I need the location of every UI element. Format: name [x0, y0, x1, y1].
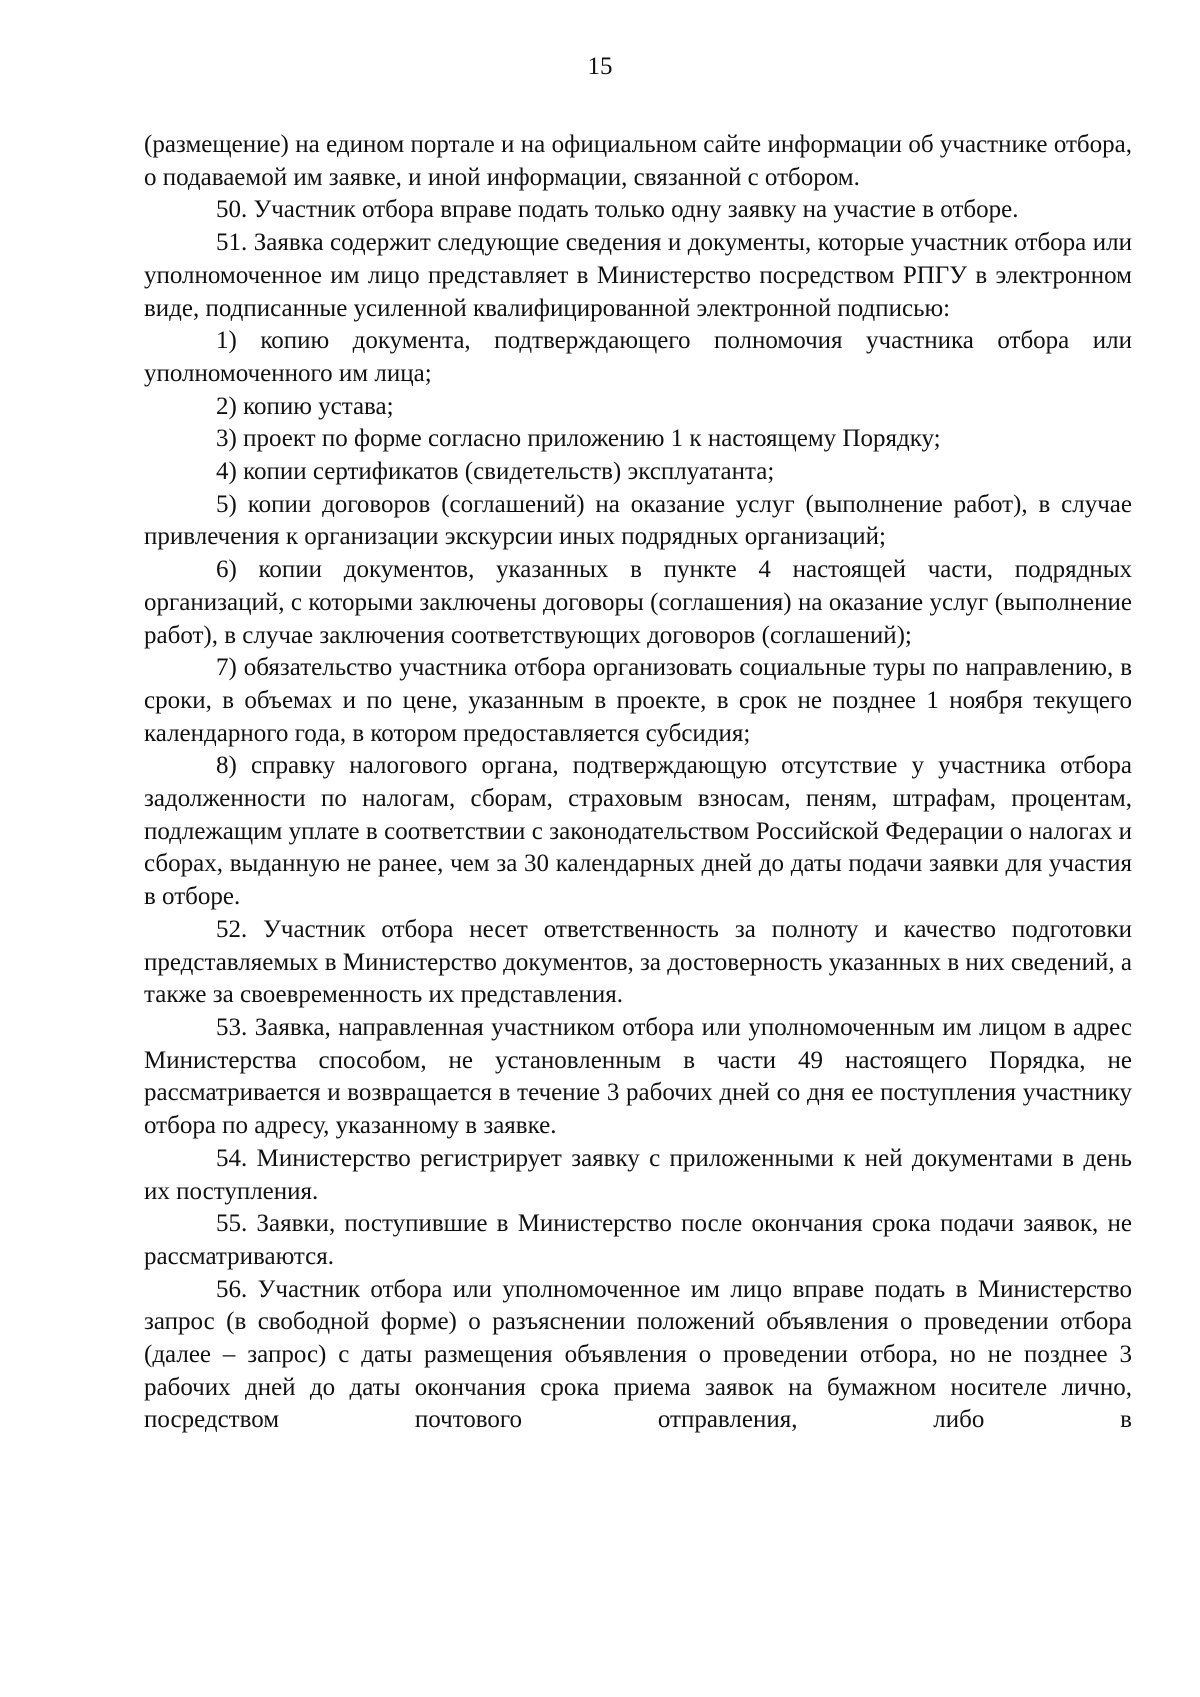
list-item-51-5: 5) копии договоров (соглашений) на оказание услуг (выполнение работ), в случае привлечения к организации экскурсии иных подрядных организаций;	[144, 490, 1132, 551]
paragraph-item-55: 55. Заявки, поступившие в Министерство после окончания срока подачи заявок, не рассматриваются.	[144, 1210, 1132, 1270]
list-item-51-6: 6) копии документов, указанных в пункте 4 настоящей части, подрядных организаций, с которыми заключены договоры (соглашения) на оказание услуг (выполнение работ), в случае заключения соответствующих договоров (соглашений);	[144, 556, 1132, 649]
list-item-51-7: 7) обязательство участника отбора организовать социальные туры по направлению, в сроки, в объемах и по цене, указанным в проекте, в срок не позднее 1 ноября текущего календарного года, в котором предоставляется субсидия;	[144, 654, 1132, 747]
paragraph-item-51: 51. Заявка содержит следующие сведения и документы, которые участник отбора или уполномоченное им лицо представляет в Министерство посредством РПГУ в электронном виде, подписанные усиленной квалифицированной электронной подписью:	[144, 229, 1132, 322]
list-item-51-8: 8) справку налогового органа, подтверждающую отсутствие у участника отбора задолженности по налогам, сборам, страховым взносам, пеням, штрафам, процентам, подлежащим уплате в соответствии с законодательством Российской Федерации о налогах и сборах, выданную не ранее, чем за 30 календарных дней до даты подачи заявки для участия в отборе.	[144, 752, 1132, 911]
list-item-51-1: 1) копию документа, подтверждающего полномочия участника отбора или уполномоченного им лица;	[144, 327, 1132, 387]
paragraph-item-50: 50. Участник отбора вправе подать только одну заявку на участие в отборе.	[216, 196, 1019, 224]
page-number: 15	[587, 53, 613, 80]
paragraph-item-52: 52. Участник отбора несет ответственность за полноту и качество подготовки представляемых в Министерство документов, за достоверность указанных в них сведений, а также за своевременность их представления.	[144, 915, 1132, 1009]
document-body	[144, 129, 1132, 1437]
paragraph-item-54: 54. Министерство регистрирует заявку с приложенными к ней документами в день их поступления.	[144, 1144, 1132, 1205]
list-item-51-3: 3) проект по форме согласно приложению 1 к настоящему Порядку;	[216, 425, 941, 453]
list-item-51-4: 4) копии сертификатов (свидетельств) эксплуатанта;	[216, 458, 775, 486]
paragraph-item-53: 53. Заявка, направленная участником отбора или уполномоченным им лицом в адрес Министерства способом, не установленным в части 49 настоящего Порядка, не рассматривается и возвращается в течение 3 рабочих дней со дня ее поступления участнику отбора по адресу, указанному в заявке.	[144, 1013, 1132, 1140]
list-item-51-2: 2) копию устава;	[216, 392, 394, 420]
paragraph-continuation: (размещение) на едином портале и на официальном сайте информации об участнике отбора, о подаваемой им заявке, и иной информации, связанной с отбором.	[144, 131, 1132, 191]
paragraph-item-56: 56. Участник отбора или уполномоченное им лицо вправе подать в Министерство запрос (в свободной форме) о разъяснении положений объявления о проведении отбора (далее – запрос) с даты размещения объявления о проведении отбора, но не позднее 3 рабочих дней до даты окончания срока приема заявок на бумажном носителе лично, посредством почтового отправления, либо в	[144, 1275, 1132, 1434]
